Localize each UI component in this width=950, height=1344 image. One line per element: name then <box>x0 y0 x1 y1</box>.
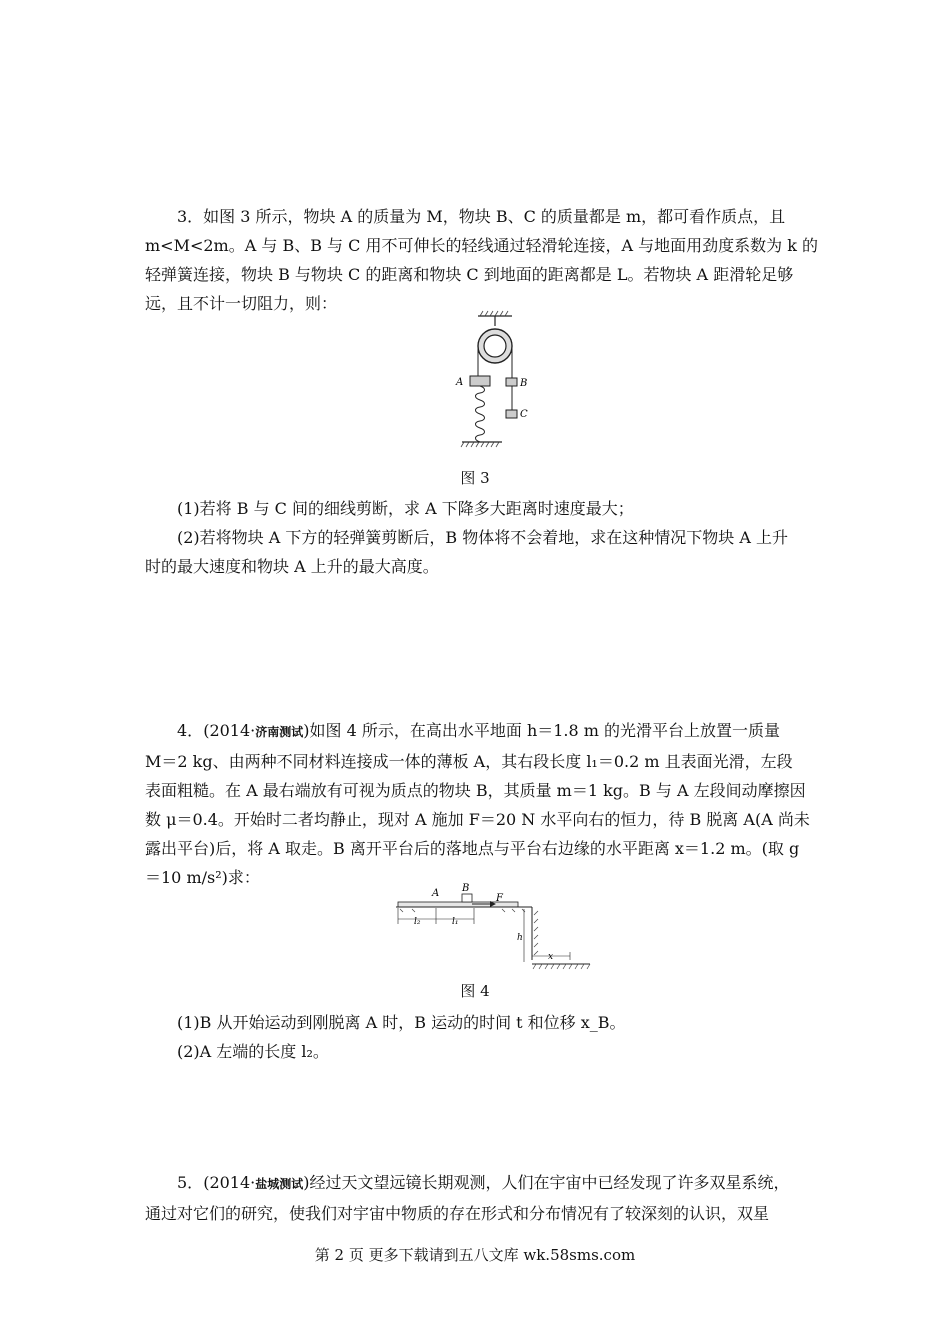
q5-number: 5． <box>177 1173 204 1192</box>
q4-part-2: (2)A 左端的长度 l₂。 <box>177 1042 329 1061</box>
figure-3-caption: 图 3 <box>460 469 490 487</box>
q5-source-tag: 盐城测试 <box>255 1177 304 1191</box>
fig4-label-a: A <box>432 888 440 899</box>
q4-part-1: (1)B 从开始运动到刚脱离 A 时，B 运动的时间 t 和位移 x_B。 <box>177 1013 626 1032</box>
label-a: A <box>456 377 464 388</box>
q4-line-2: M＝2 kg、由两种不同材料连接成一体的薄板 A，其右段长度 l₁＝0.2 m 且表面光滑，左段 <box>145 752 793 771</box>
q3-part-1: (1)若将 B 与 C 间的细线剪断，求 A 下降多大距离时速度最大； <box>177 499 634 518</box>
q4-source-tag: 济南测试 <box>255 725 304 739</box>
fig4-label-x: x <box>548 952 554 962</box>
fig4-label-b: B <box>462 883 470 894</box>
question-4-parts <box>145 1008 807 1066</box>
fig4-label-f: F <box>496 893 503 904</box>
figure-4-platform-diagram <box>392 880 597 975</box>
question-4-stem <box>145 716 810 892</box>
label-b: B <box>520 378 528 389</box>
fig4-label-h: h <box>517 933 523 943</box>
q3-line-4: 远，且不计一切阻力，则： <box>145 294 338 313</box>
q4-line-4: 数 μ＝0.4。开始时二者均静止，现对 A 施加 F＝20 N 水平向右的恒力，待 B 脱离 A(A 尚未 <box>145 810 810 829</box>
q5-source-open: ( <box>203 1173 210 1192</box>
q5-line-2: 通过对它们的研究，使我们对宇宙中物质的存在形式和分布情况有了较深刻的认识，双星 <box>145 1204 770 1223</box>
q3-line-1: 3．如图 3 所示，物块 A 的质量为 M，物块 B、C 的质量都是 m，都可看作质点，且 <box>177 207 786 226</box>
block-b <box>506 378 517 386</box>
q5-line-1 <box>145 1168 807 1199</box>
label-c: C <box>520 409 528 420</box>
q3-part-2-line-1: (2)若将物块 A 下方的轻弹簧剪断后，B 物体将不会着地，求在这种情况下物块 A 上升 <box>177 528 788 547</box>
q3-line-2: m<M<2m。A 与 B、B 与 C 用不可伸长的轻线通过轻滑轮连接，A 与地面用劲度系数为 k 的 <box>145 236 818 255</box>
q3-line-3: 轻弹簧连接，物块 B 与物块 C 的距离和物块 C 到地面的距离都是 L。若物块 A 距滑轮足够 <box>145 265 794 284</box>
question-3-stem <box>145 202 818 318</box>
q4-source-year: 2014· <box>209 721 256 740</box>
block-a <box>470 376 490 386</box>
q5-source-year: 2014· <box>209 1173 256 1192</box>
question-5-stem <box>145 1168 807 1228</box>
q4-line-5: 露出平台)后，将 A 取走。B 离开平台后的落地点与平台右边缘的水平距离 x＝1.2 m。(取 g <box>145 839 800 858</box>
q4-line-1-rest: )如图 4 所示，在高出水平地面 h＝1.8 m 的光滑平台上放置一质量 <box>303 721 781 740</box>
block-b <box>462 894 472 902</box>
figure-3-pulley-diagram <box>440 308 550 458</box>
q4-source-open: ( <box>203 721 210 740</box>
q4-line-6: ＝10 m/s²)求： <box>145 868 260 887</box>
figure-4-caption: 图 4 <box>460 982 490 1000</box>
block-c <box>506 410 517 418</box>
q4-line-3: 表面粗糙。在 A 最右端放有可视为质点的物块 B，其质量 m＝1 kg。B 与 A 左段间动摩擦因 <box>145 781 806 800</box>
page-footer: 第 2 页 更多下载请到五八文库 wk.58sms.com <box>314 1246 636 1264</box>
q5-line-1-rest: )经过天文望远镜长期观测，人们在宇宙中已经发现了许多双星系统， <box>303 1173 790 1192</box>
q4-line-1 <box>145 716 807 747</box>
spring <box>476 386 485 442</box>
fig4-label-l1: l₁ <box>452 917 459 927</box>
q4-number: 4． <box>177 721 204 740</box>
question-3-parts <box>145 494 807 581</box>
q3-part-2-line-2: 时的最大速度和物块 A 上升的最大高度。 <box>145 557 439 576</box>
fig4-label-l2: l₂ <box>414 917 421 927</box>
